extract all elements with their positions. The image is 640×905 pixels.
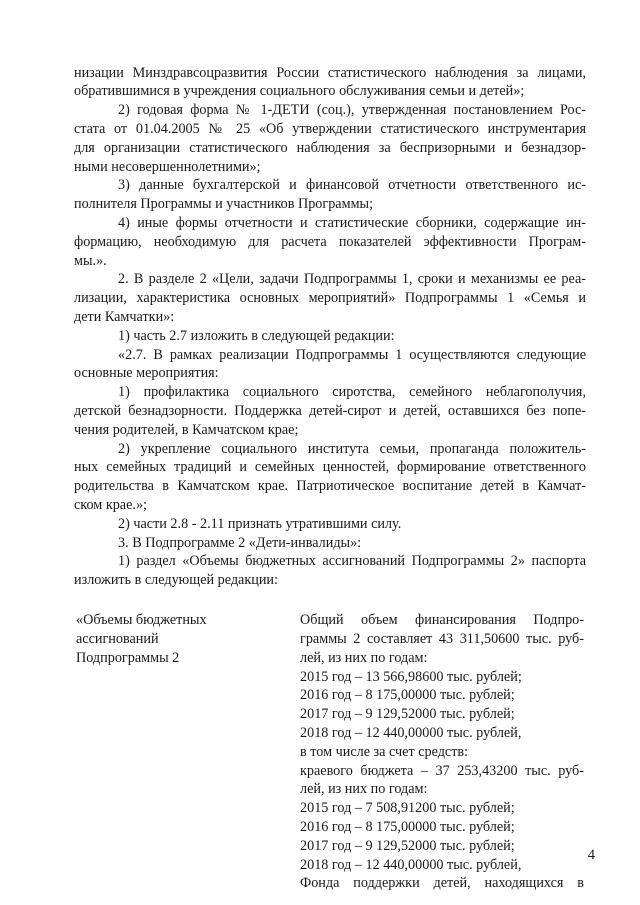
body-line: основные мероприятия: [74,365,219,381]
body-line: 1) часть 2.7 изложить в следующей редакции: [118,328,395,344]
body-line: 3. В Подпрограмме 2 «Дети-инвалиды»: [118,535,362,551]
table-value-line: в том числе за счет средств: [300,744,469,760]
body-line: полнителя Программы и участников Программы; [74,196,374,212]
body-line: дети Камчатки»: [74,309,175,325]
page-number: 4 [587,847,595,863]
body-line: мы.». [74,253,107,269]
body-line: чения родителей, в Камчатском крае; [74,422,299,438]
body-line: формацию, необходимую для расчета показателей эффективности Програм- [74,234,586,250]
body-line: 2) части 2.8 - 2.11 признать утратившими силу. [118,516,402,532]
table-value-line: 2017 год – 9 129,52000 тыс. рублей; [300,706,515,722]
body-line: ском крае.»; [74,497,147,513]
table-value-line: 2016 год – 8 175,00000 тыс. рублей; [300,687,515,703]
body-line: родительства в Камчатском крае. Патриотическое воспитание детей в Камчат- [74,478,586,494]
body-line: «2.7. В рамках реализации Подпрограммы 1 осуществляются следующие [118,347,586,363]
body-line: ных семейных традиций и семейных ценностей, формирование ответственного [74,459,586,475]
body-line: стата от 01.04.2005 № 25 «Об утверждении статистического инструментария [74,121,586,137]
body-line: 1) профилактика социального сиротства, семейного неблагополучия, [118,384,586,400]
body-line: 2) годовая форма № 1-ДЕТИ (соц.), утвержденная постановлением Рос- [118,102,586,118]
body-line: 2) укрепление социального института семьи, пропаганда положитель- [118,441,586,457]
table-value-line: краевого бюджета – 37 253,43200 тыс. руб- [300,763,584,779]
table-value-line: Общий объем финансирования Подпро- [300,612,584,628]
table-label-line: ассигнований [76,631,159,647]
table-value-line: граммы 2 составляет 43 311,50600 тыс. руб- [300,631,584,647]
body-line: 3) данные бухгалтерской и финансовой отчетности ответственного ис- [118,177,586,193]
table-value-line: лей, из них по годам: [300,781,428,797]
body-line: 2. В разделе 2 «Цели, задачи Подпрограммы 1, сроки и механизмы ее реа- [118,271,586,287]
body-line: 1) раздел «Объемы бюджетных ассигнований Подпрограммы 2» паспорта [118,553,586,569]
table-value-line: 2015 год – 13 566,98600 тыс. рублей; [300,669,522,685]
body-line: изложить в следующей редакции: [74,572,278,588]
body-line: для организации статистического наблюдения за беспризорными и безнадзор- [74,140,586,156]
body-line: 4) иные формы отчетности и статистические сборники, содержащие ин- [118,215,586,231]
table-value-line: Фонда поддержки детей, находящихся в [300,875,584,891]
table-label-line: «Объемы бюджетных [76,612,207,628]
body-line: обратившимися в учреждения социального обслуживания семьи и детей»; [74,83,525,99]
table-value-line: 2018 год – 12 440,00000 тыс. рублей, [300,725,522,741]
body-line: лизации, характеристика основных мероприятий» Подпрограммы 1 «Семья и [74,290,586,306]
body-line: ными несовершеннолетними»; [74,159,261,175]
table-value-line: лей, из них по годам: [300,650,428,666]
table-value-line: 2016 год – 8 175,00000 тыс. рублей; [300,819,515,835]
table-label-line: Подпрограммы 2 [76,650,180,666]
table-value-line: 2018 год – 12 440,00000 тыс. рублей, [300,857,522,873]
body-line: детской безнадзорности. Поддержка детей-сирот и детей, оставшихся без попе- [74,403,586,419]
body-line: низации Минздравсоцразвития России статистического наблюдения за лицами, [74,65,586,81]
table-value-line: 2017 год – 9 129,52000 тыс. рублей; [300,838,515,854]
table-value-line: 2015 год – 7 508,91200 тыс. рублей; [300,800,515,816]
